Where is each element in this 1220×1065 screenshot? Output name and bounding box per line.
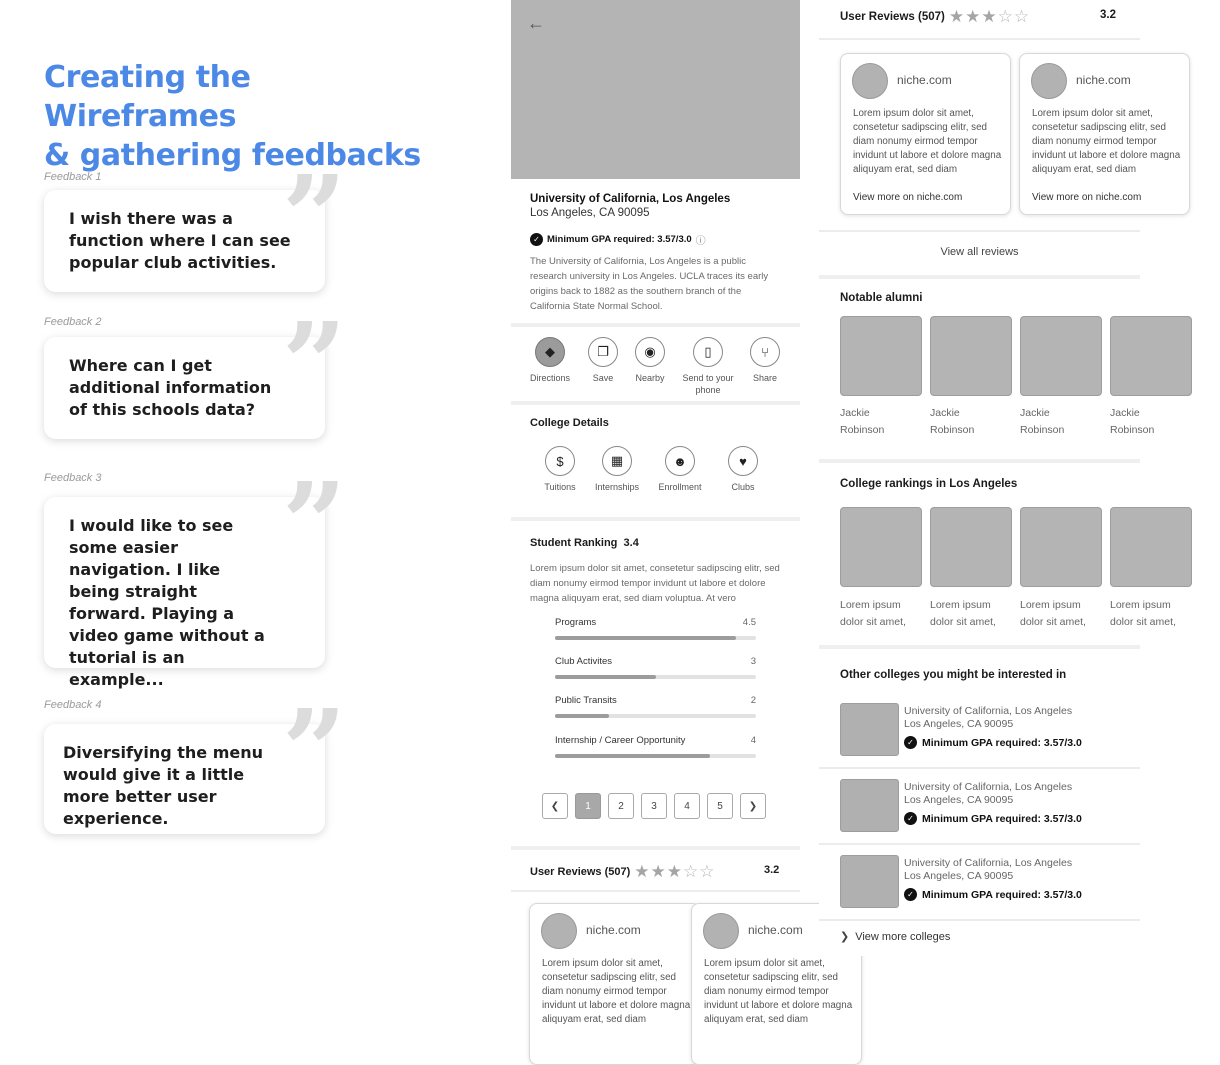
user-reviews-header	[530, 864, 715, 880]
view-more-link[interactable]: View more on niche.com	[1032, 192, 1142, 203]
share-icon: ⑂	[750, 337, 780, 367]
phone-icon: ▯	[693, 337, 723, 367]
user-reviews-header	[840, 9, 1029, 25]
student-ranking-title	[530, 537, 639, 549]
gpa-text: Minimum GPA required: 3.57/3.0	[922, 888, 1082, 901]
college-hero-image	[511, 0, 800, 179]
divider	[819, 919, 1140, 921]
star-filled-icon: ★	[965, 7, 981, 26]
star-filled-icon: ★	[981, 7, 997, 26]
star-empty-icon: ☆	[997, 7, 1013, 26]
ranking-caption: Lorem ipsum dolor sit amet,	[930, 599, 996, 628]
detail-clubs[interactable]: ♥ Clubs	[708, 446, 778, 493]
ranking-row-value: 3	[750, 656, 756, 667]
ranking-title-text: Student Ranking	[530, 537, 618, 549]
review-site: niche.com	[1076, 73, 1131, 87]
alumni-name: Jackie Robinson	[1020, 407, 1065, 436]
other-college-item[interactable]	[840, 779, 1140, 835]
review-site: niche.com	[586, 923, 641, 937]
review-body: Lorem ipsum dolor sit amet, consetetur sadipscing elitr, sed diam nonumy eirmod tempor invidunt ut labore et dolore magna aliquyam erat, sed diam	[542, 958, 691, 1025]
ranking-score: 3.4	[623, 537, 639, 549]
ranking-bar-fill	[555, 714, 609, 718]
gpa-requirement	[904, 888, 1082, 901]
divider	[819, 843, 1140, 845]
page-heading	[44, 58, 444, 175]
view-all-reviews-link[interactable]: View all reviews	[940, 246, 1019, 258]
feedback-label: Feedback 3	[44, 472, 102, 484]
feedback-label: Feedback 4	[44, 699, 102, 711]
college-thumbnail	[840, 779, 899, 832]
ranking-college-image[interactable]	[930, 507, 1012, 587]
ranking-college-image[interactable]	[1110, 507, 1192, 587]
wireframe-college-extras	[819, 0, 1181, 956]
heading-line-1: Creating the Wireframes	[44, 60, 251, 134]
ranking-caption: Lorem ipsum dolor sit amet,	[1020, 599, 1086, 628]
gpa-requirement	[904, 736, 1082, 749]
feedback-text: Where can I get additional information of this schools data?	[69, 356, 272, 419]
check-icon: ✓	[904, 888, 917, 901]
ranking-row-label: Club Activites	[555, 656, 613, 667]
action-nearby[interactable]: ◉ Nearby	[620, 337, 680, 384]
info-icon[interactable]: ⓘ	[695, 236, 706, 247]
ranking-caption: Lorem ipsum dolor sit amet,	[840, 599, 906, 628]
college-name: University of California, Los Angeles	[904, 705, 1073, 717]
detail-tuitions[interactable]: $ Tuitions	[525, 446, 595, 493]
divider	[511, 517, 800, 521]
divider	[819, 645, 1140, 649]
review-card[interactable]	[840, 53, 1011, 215]
alumni-photo[interactable]	[1110, 316, 1192, 396]
star-rating	[949, 9, 1029, 25]
college-description: The University of California, Los Angeles is a public research university in Los Angeles. UCLA traces its early origins back to 1882 as the southern branch of the California State Normal School.	[530, 256, 769, 312]
ranking-row-value: 4.5	[742, 617, 756, 628]
detail-enrollment[interactable]: ☻ Enrollment	[645, 446, 715, 493]
wireframe-college-detail	[511, 0, 853, 1025]
action-save[interactable]: ❐ Save	[573, 337, 633, 384]
ranking-bar-fill	[555, 675, 656, 679]
nearby-pin-icon: ◉	[635, 337, 665, 367]
ranking-bar	[555, 636, 756, 640]
star-empty-icon: ☆	[699, 862, 715, 881]
feedback-label: Feedback 2	[44, 316, 102, 328]
page-button-5[interactable]: 5	[707, 793, 733, 819]
college-name: University of California, Los Angeles	[904, 857, 1073, 869]
divider	[819, 767, 1140, 769]
review-body: Lorem ipsum dolor sit amet, consetetur sadipscing elitr, sed diam nonumy eirmod tempor invidunt ut labore et dolore magna aliquyam erat, sed diam	[853, 108, 1002, 175]
college-name: University of California, Los Angeles	[904, 781, 1073, 793]
heart-icon: ♥	[728, 446, 758, 476]
prev-page-button[interactable]: ❮	[542, 793, 568, 819]
star-rating	[634, 864, 714, 880]
review-body: Lorem ipsum dolor sit amet, consetetur sadipscing elitr, sed diam nonumy eirmod tempor invidunt ut labore et dolore magna aliquyam erat, sed diam	[704, 958, 853, 1025]
ranking-row-label: Programs	[555, 617, 597, 628]
ranking-caption: Lorem ipsum dolor sit amet,	[1110, 599, 1176, 628]
star-filled-icon: ★	[666, 862, 683, 881]
feedback-label: Feedback 1	[44, 171, 102, 183]
star-empty-icon: ☆	[1013, 7, 1030, 26]
notable-alumni-title: Notable alumni	[840, 292, 923, 304]
ranking-college-image[interactable]	[840, 507, 922, 587]
action-send-to-phone[interactable]: ▯ Send to your phone	[678, 337, 738, 396]
quote-icon: ”	[282, 152, 337, 283]
feedback-text: I wish there was a function where I can see popular club activities.	[69, 209, 291, 272]
college-address: Los Angeles, CA 90095	[904, 718, 1014, 730]
view-more-colleges-link[interactable]	[840, 930, 950, 943]
divider	[819, 459, 1140, 463]
ranking-bar-fill	[555, 636, 736, 640]
check-icon: ✓	[904, 812, 917, 825]
ranking-row-public-transits	[555, 695, 756, 718]
detail-internships[interactable]: ▦ Internships	[582, 446, 652, 493]
check-icon: ✓	[530, 233, 543, 246]
divider	[819, 230, 1140, 232]
ranking-bar	[555, 675, 756, 679]
pagination	[542, 793, 766, 819]
reviews-title: User Reviews (507)	[530, 866, 631, 878]
page-button-3[interactable]: 3	[641, 793, 667, 819]
heading-line-2: & gathering feedbacks	[44, 138, 421, 173]
gpa-text: Minimum GPA required: 3.57/3.0	[547, 234, 692, 245]
ranking-row-club-activities	[555, 656, 756, 679]
chevron-right-icon: ❯	[840, 931, 850, 943]
college-thumbnail	[840, 855, 899, 908]
college-address: Los Angeles, CA 90095	[904, 794, 1014, 806]
back-arrow-icon[interactable]: ←	[527, 13, 545, 33]
reviews-rating: 3.2	[1100, 9, 1116, 21]
check-icon: ✓	[904, 736, 917, 749]
alumni-name: Jackie Robinson	[1110, 407, 1155, 436]
action-directions[interactable]: ◆ Directions	[520, 337, 580, 384]
view-more-colleges-label: View more colleges	[855, 930, 951, 943]
ranking-row-internship	[555, 735, 756, 758]
star-empty-icon: ☆	[683, 862, 699, 881]
quote-icon: ”	[282, 299, 337, 430]
avatar	[852, 63, 888, 99]
building-icon: ▦	[602, 446, 632, 476]
ranking-description: Lorem ipsum dolor sit amet, consetetur sadipscing elitr, sed diam nonumy eirmod tempor invidunt ut labore et dolore magna aliquyam erat, sed diam voluptua. At vero	[530, 563, 780, 604]
alumni-photo[interactable]	[1020, 316, 1102, 396]
college-name: University of California, Los Angeles	[530, 193, 731, 205]
avatar	[703, 913, 739, 949]
review-card[interactable]	[529, 903, 700, 1065]
rankings-la-title: College rankings in Los Angeles	[840, 478, 1018, 490]
college-address: Los Angeles, CA 90095	[904, 870, 1014, 882]
ranking-bar	[555, 714, 756, 718]
people-icon: ☻	[665, 446, 695, 476]
view-more-link[interactable]: View more on niche.com	[853, 192, 963, 203]
ranking-row-label: Public Transits	[555, 695, 617, 706]
page-button-4[interactable]: 4	[674, 793, 700, 819]
divider	[819, 38, 1140, 40]
review-site: niche.com	[897, 73, 952, 87]
ranking-row-programs	[555, 617, 756, 640]
alumni-photo[interactable]	[930, 316, 1012, 396]
review-body: Lorem ipsum dolor sit amet, consetetur sadipscing elitr, sed diam nonumy eirmod tempor invidunt ut labore et dolore magna aliquyam erat, sed diam	[1032, 108, 1181, 175]
feedback-text: Diversifying the menu would give it a little more better user experience.	[63, 743, 263, 828]
feedback-text: I would like to see some easier navigation. I like being straight forward. Playing a video game without a tutorial is an example...	[69, 516, 265, 689]
review-site: niche.com	[748, 923, 803, 937]
star-filled-icon: ★	[948, 7, 965, 26]
star-filled-icon: ★	[634, 862, 650, 881]
alumni-name: Jackie Robinson	[930, 407, 975, 436]
ranking-college-image[interactable]	[1020, 507, 1102, 587]
quote-icon: ”	[282, 459, 337, 590]
college-address: Los Angeles, CA 90095	[530, 207, 650, 219]
gpa-requirement	[904, 812, 1082, 825]
alumni-name: Jackie Robinson	[840, 407, 885, 436]
college-details-title: College Details	[530, 417, 609, 429]
ranking-bar	[555, 754, 756, 758]
avatar	[1031, 63, 1067, 99]
gpa-text: Minimum GPA required: 3.57/3.0	[922, 736, 1082, 749]
ranking-row-value: 2	[750, 695, 756, 706]
dollar-icon: $	[545, 446, 575, 476]
action-share[interactable]: ⑂ Share	[735, 337, 795, 384]
star-filled-icon: ★	[650, 862, 666, 881]
page-button-1[interactable]: 1	[575, 793, 601, 819]
quote-icon: ”	[282, 686, 337, 817]
directions-icon: ◆	[535, 337, 565, 367]
divider	[511, 890, 800, 892]
ranking-bar-fill	[555, 754, 710, 758]
college-thumbnail	[840, 703, 899, 756]
divider	[511, 401, 800, 405]
other-college-item[interactable]	[840, 855, 1140, 911]
gpa-text: Minimum GPA required: 3.57/3.0	[922, 812, 1082, 825]
divider	[511, 846, 800, 850]
ranking-row-value: 4	[750, 735, 756, 746]
ranking-row-label: Internship / Career Opportunity	[555, 735, 686, 746]
next-page-button[interactable]: ❯	[740, 793, 766, 819]
alumni-photo[interactable]	[840, 316, 922, 396]
gpa-requirement	[530, 232, 706, 247]
reviews-title: User Reviews (507)	[840, 11, 945, 23]
bookmark-icon: ❐	[588, 337, 618, 367]
other-colleges-title: Other colleges you might be interested in	[840, 669, 1067, 681]
divider	[819, 275, 1140, 279]
other-college-item[interactable]	[840, 703, 1140, 759]
divider	[511, 323, 800, 327]
page-button-2[interactable]: 2	[608, 793, 634, 819]
review-card[interactable]	[1019, 53, 1190, 215]
reviews-rating: 3.2	[764, 864, 780, 876]
avatar	[541, 913, 577, 949]
